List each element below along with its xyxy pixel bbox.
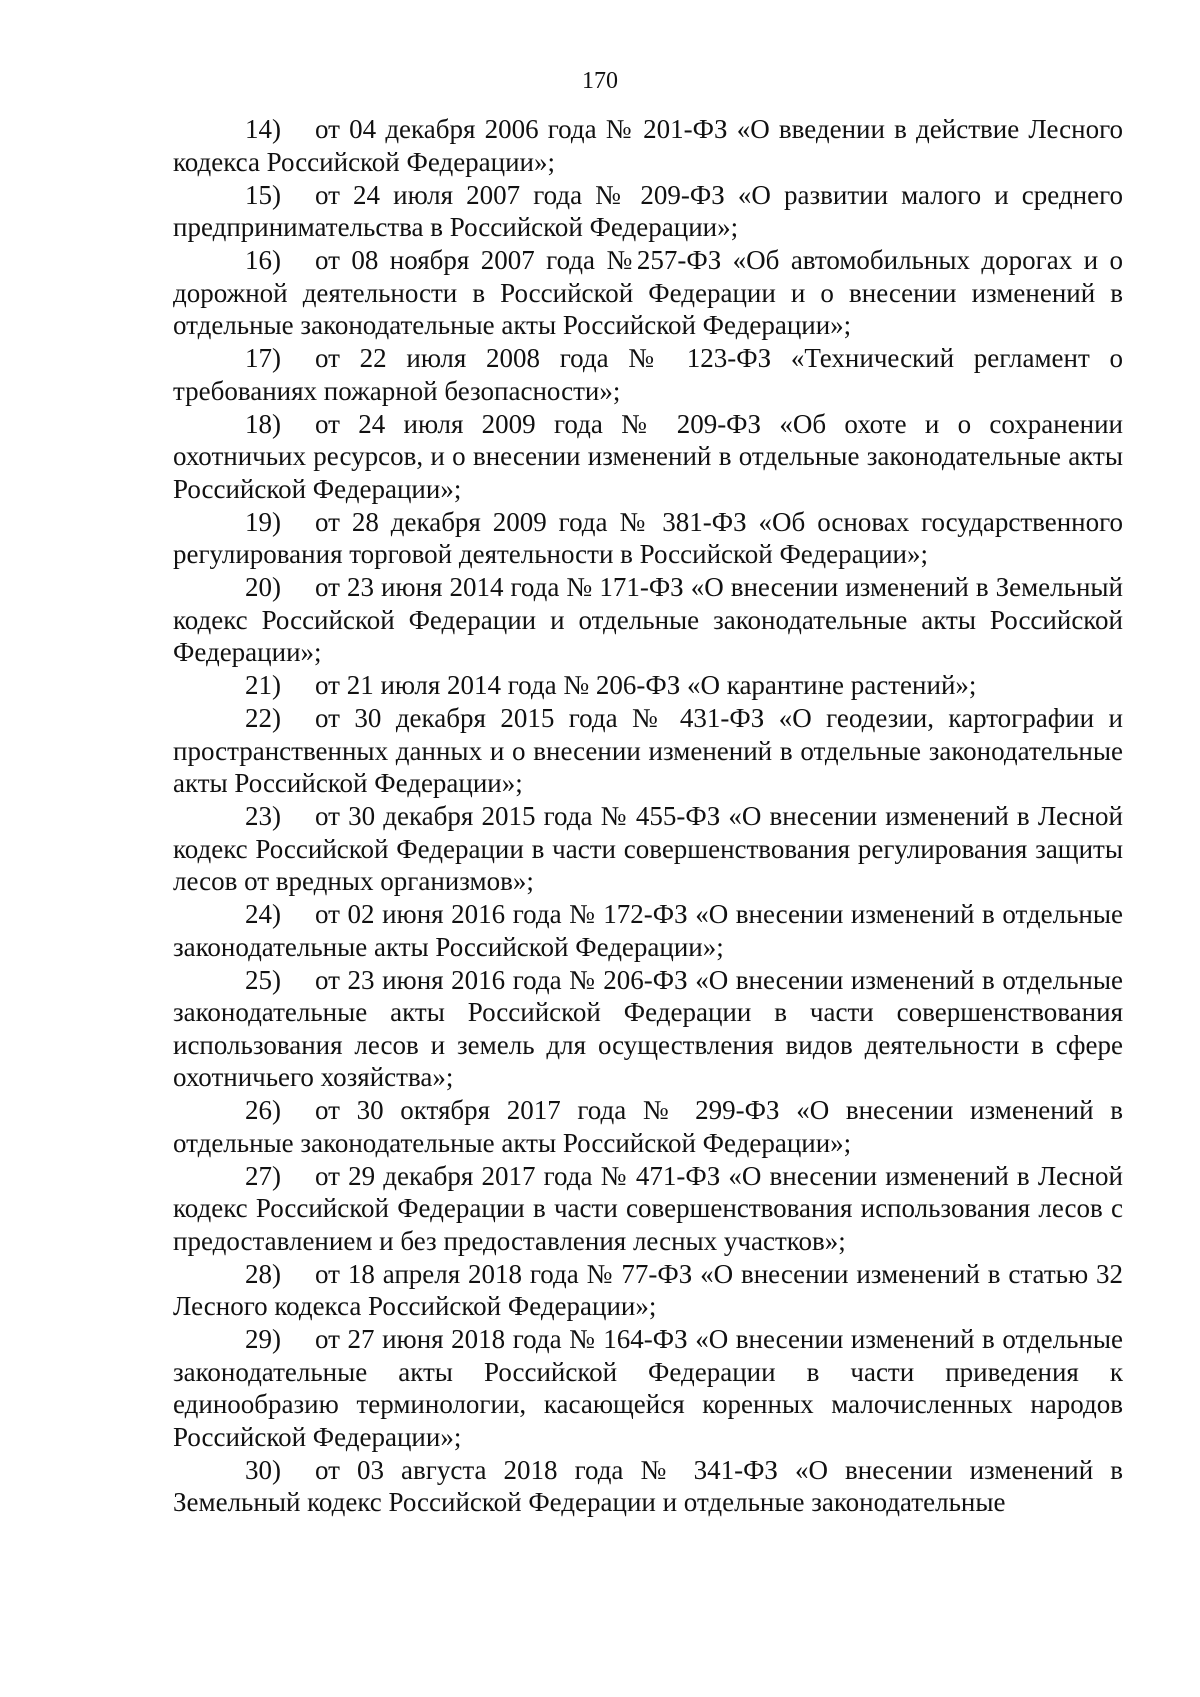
page-number: 170	[582, 68, 618, 94]
list-item-number: 24)	[245, 899, 281, 929]
list-item	[173, 1454, 1123, 1519]
list-item-text: от 08 ноября 2007 года №257-ФЗ «Об автомобильных дорогах и о дорожной деятельности в Российской Федерации и о внесении изменений в отдельные законодательные акты Российской Федерации»;	[173, 245, 1123, 340]
list-item	[173, 1160, 1123, 1258]
list-item-text: от 21 июля 2014 года № 206-ФЗ «О карантине растений»;	[315, 670, 977, 700]
list-item-number: 27)	[245, 1160, 281, 1191]
list-item-number: 23)	[245, 801, 281, 831]
list-item-number: 16)	[245, 245, 281, 275]
list-item-text: от 04 декабря 2006 года № 201-ФЗ «О введении в действие Лесного кодекса Российской Федерации»;	[173, 114, 1123, 177]
list-item-text: от 30 декабря 2015 года № 455-ФЗ «О внесении изменений в Лесной кодекс Российской Федерации в части совершенствования регулирования защиты лесов от вредных организмов»;	[173, 801, 1123, 896]
list-item-number: 20)	[245, 572, 281, 602]
list-item-number: 15)	[245, 179, 281, 210]
list-item	[173, 244, 1123, 342]
list-item-text: от 24 июля 2009 года № 209-ФЗ «Об охоте и о сохранении охотничьих ресурсов, и о внесении изменений в отдельные законодательные акты Российской Федерации»;	[173, 408, 1123, 504]
list-item-text: от 02 июня 2016 года № 172-ФЗ «О внесении изменений в отдельные законодательные акты Российской Федерации»;	[173, 899, 1123, 962]
list-item-text: от 29 декабря 2017 года № 471-ФЗ «О внесении изменений в Лесной кодекс Российской Федерации в части совершенствования использования лесов с предоставлением и без предоставления лесных участков»;	[173, 1160, 1123, 1256]
list-item-text: от 28 декабря 2009 года № 381-ФЗ «Об основах государственного регулирования торговой деятельности в Российской Федерации»;	[173, 506, 1123, 569]
list-item-number: 29)	[245, 1324, 281, 1354]
list-item	[173, 800, 1123, 898]
list-item-number: 14)	[245, 114, 281, 144]
list-item-text: от 30 октября 2017 года № 299-ФЗ «О внесении изменений в отдельные законодательные акты Российской Федерации»;	[173, 1095, 1123, 1158]
list-item	[173, 702, 1123, 800]
list-item-number: 21)	[245, 670, 281, 700]
list-item	[173, 571, 1123, 669]
list-item-number: 22)	[245, 703, 281, 733]
list-item	[173, 669, 1123, 702]
list-item	[173, 506, 1123, 571]
list-item-number: 25)	[245, 964, 281, 995]
list-item-text: от 23 июня 2014 года № 171-ФЗ «О внесении изменений в Земельный кодекс Российской Федерации и отдельные законодательные акты Российской Федерации»;	[173, 572, 1123, 667]
list-item-text: от 03 августа 2018 года № 341-ФЗ «О внесении изменений в Земельный кодекс Российской Федерации и отдельные законодательные	[173, 1454, 1123, 1517]
list-item	[173, 179, 1123, 244]
list-item	[173, 1094, 1123, 1159]
list-item-number: 28)	[245, 1258, 281, 1289]
list-item-number: 30)	[245, 1454, 281, 1485]
list-item-number: 26)	[245, 1095, 281, 1125]
law-list	[173, 113, 1123, 1519]
list-item	[173, 342, 1123, 407]
list-item	[173, 1258, 1123, 1323]
list-item-text: от 27 июня 2018 года № 164-ФЗ «О внесении изменений в отдельные законодательные акты Российской Федерации в части приведения к единообразию терминологии, касающейся коренных малочисленных народов Российской Федерации»;	[173, 1324, 1123, 1452]
list-item-number: 18)	[245, 408, 281, 439]
list-item-text: от 18 апреля 2018 года № 77-ФЗ «О внесении изменений в статью 32 Лесного кодекса Российской Федерации»;	[173, 1258, 1123, 1321]
list-item-number: 19)	[245, 506, 281, 537]
list-item-text: от 22 июля 2008 года № 123-ФЗ «Технический регламент о требованиях пожарной безопасности»;	[173, 343, 1123, 406]
list-item-text: от 30 декабря 2015 года № 431-ФЗ «О геодезии, картографии и пространственных данных и о внесении изменений в отдельные законодательные акты Российской Федерации»;	[173, 703, 1123, 798]
list-item	[173, 113, 1123, 178]
list-item	[173, 1323, 1123, 1453]
list-item	[173, 964, 1123, 1094]
list-item	[173, 898, 1123, 963]
list-item-text: от 24 июля 2007 года № 209-ФЗ «О развитии малого и среднего предпринимательства в Российской Федерации»;	[173, 179, 1123, 242]
list-item	[173, 408, 1123, 506]
list-item-text: от 23 июня 2016 года № 206-ФЗ «О внесении изменений в отдельные законодательные акты Российской Федерации в части совершенствования использования лесов и земель для осуществления видов деятельности в сфере охотничьего хозяйства»;	[173, 964, 1123, 1092]
list-item-number: 17)	[245, 343, 281, 373]
